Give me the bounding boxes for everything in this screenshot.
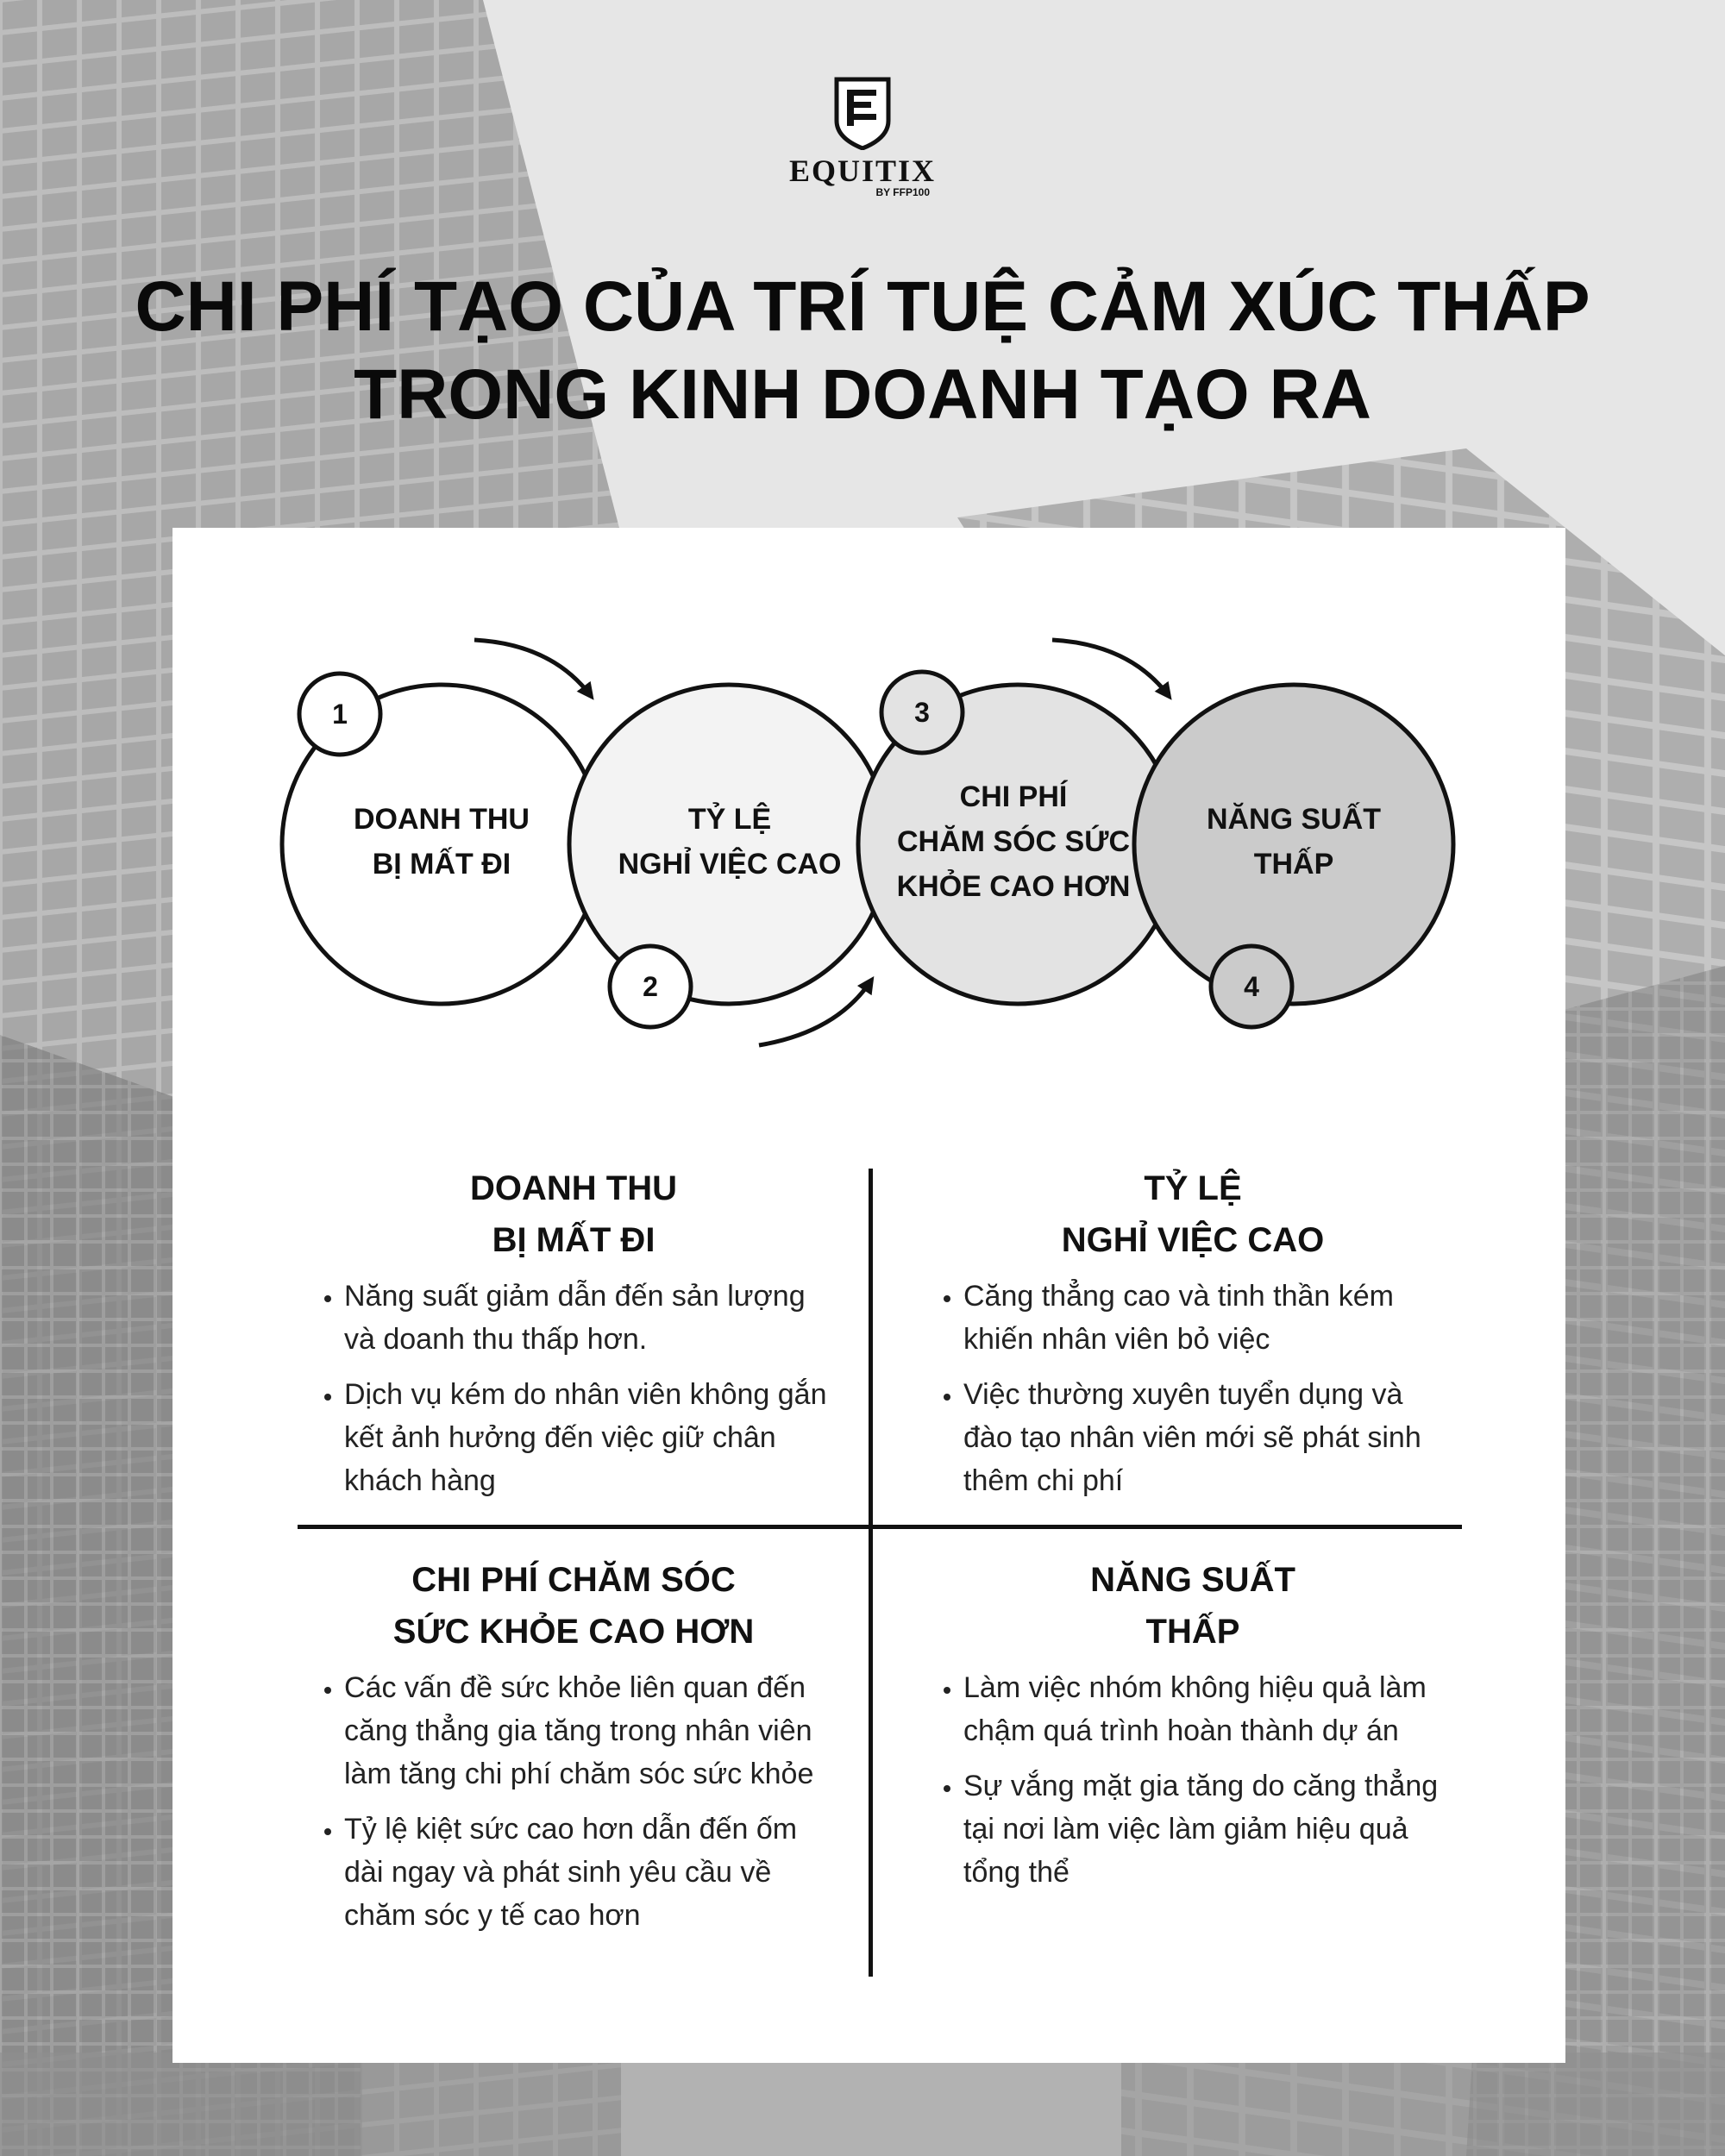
svg-text:2: 2 <box>643 971 658 1002</box>
circle-label-1: DOANH THU BỊ MẤT ĐI <box>354 803 530 881</box>
brand-logo <box>776 76 949 205</box>
bullet-list <box>315 1666 832 1937</box>
title-line-1: CHI PHÍ TẠO CỦA TRÍ TUỆ CẢM XÚC THẤP <box>135 267 1590 346</box>
horizontal-divider <box>298 1525 1462 1529</box>
list-item: • Việc thường xuyên tuyển dụng và đào tạo nhân viên mới sẽ phát sinh thêm chi phí <box>963 1373 1452 1502</box>
list-item: • Tỷ lệ kiệt sức cao hơn dẫn đến ốm dài ngay và phát sinh yêu cầu về chăm sóc y tế cao hơn <box>344 1808 832 1937</box>
quadrant-title: TỶ LỆ NGHỈ VIỆC CAO <box>1061 1169 1325 1259</box>
number-badge-4 <box>1211 946 1292 1027</box>
quadrant-title: DOANH THU BỊ MẤT ĐI <box>470 1169 677 1259</box>
brand-subline: BY FFP100 <box>875 186 930 198</box>
circle-label-2: TỶ LỆ NGHỈ VIỆC CAO <box>618 803 842 881</box>
bullet-list <box>315 1275 832 1502</box>
quadrant-high-turnover <box>934 1163 1452 1514</box>
vertical-divider <box>869 1169 873 1977</box>
number-badge-3 <box>881 672 963 753</box>
shield-logo-icon <box>833 76 892 150</box>
bullet-list <box>934 1666 1452 1894</box>
list-item: • Các vấn đề sức khỏe liên quan đến căng thẳng gia tăng trong nhân viên làm tăng chi phí chăm sóc sức khỏe <box>344 1666 832 1796</box>
number-badge-2 <box>610 946 691 1027</box>
list-item: • Dịch vụ kém do nhân viên không gắn kết ảnh hưởng đến việc giữ chân khách hàng <box>344 1373 832 1502</box>
number-badge-1 <box>299 674 380 755</box>
quadrant-lost-revenue <box>315 1163 832 1514</box>
title-line-2: TRONG KINH DOANH TẠO RA <box>354 355 1371 434</box>
svg-text:1: 1 <box>332 699 348 730</box>
svg-text:4: 4 <box>1244 971 1259 1002</box>
arrow-3-to-4 <box>1052 640 1169 696</box>
list-item: • Năng suất giảm dẫn đến sản lượng và doanh thu thấp hơn. <box>344 1275 832 1361</box>
bullet-list <box>934 1275 1452 1502</box>
circle-label-3: CHI PHÍ CHĂM SÓC SỨC KHỎE CAO HƠN <box>896 780 1131 903</box>
quadrant-title: CHI PHÍ CHĂM SÓC SỨC KHỎE CAO HƠN <box>392 1561 755 1651</box>
list-item: • Sự vắng mặt gia tăng do căng thẳng tại nơi làm việc làm giảm hiệu quả tổng thể <box>963 1764 1452 1894</box>
list-item: • Làm việc nhóm không hiệu quả làm chậm quá trình hoàn thành dự án <box>963 1666 1452 1752</box>
quadrant-low-productivity <box>934 1554 1452 1906</box>
list-item: • Căng thẳng cao và tinh thần kém khiến nhân viên bỏ việc <box>963 1275 1452 1361</box>
quadrant-healthcare-costs <box>315 1554 832 1949</box>
circle-label-4: NĂNG SUẤT THẤP <box>1206 803 1382 881</box>
svg-text:3: 3 <box>914 697 930 728</box>
arrow-1-to-2 <box>474 640 591 696</box>
page-title <box>86 263 1639 439</box>
quadrant-title: NĂNG SUẤT THẤP <box>1090 1561 1295 1651</box>
brand-name: EQUITIX <box>788 154 937 188</box>
